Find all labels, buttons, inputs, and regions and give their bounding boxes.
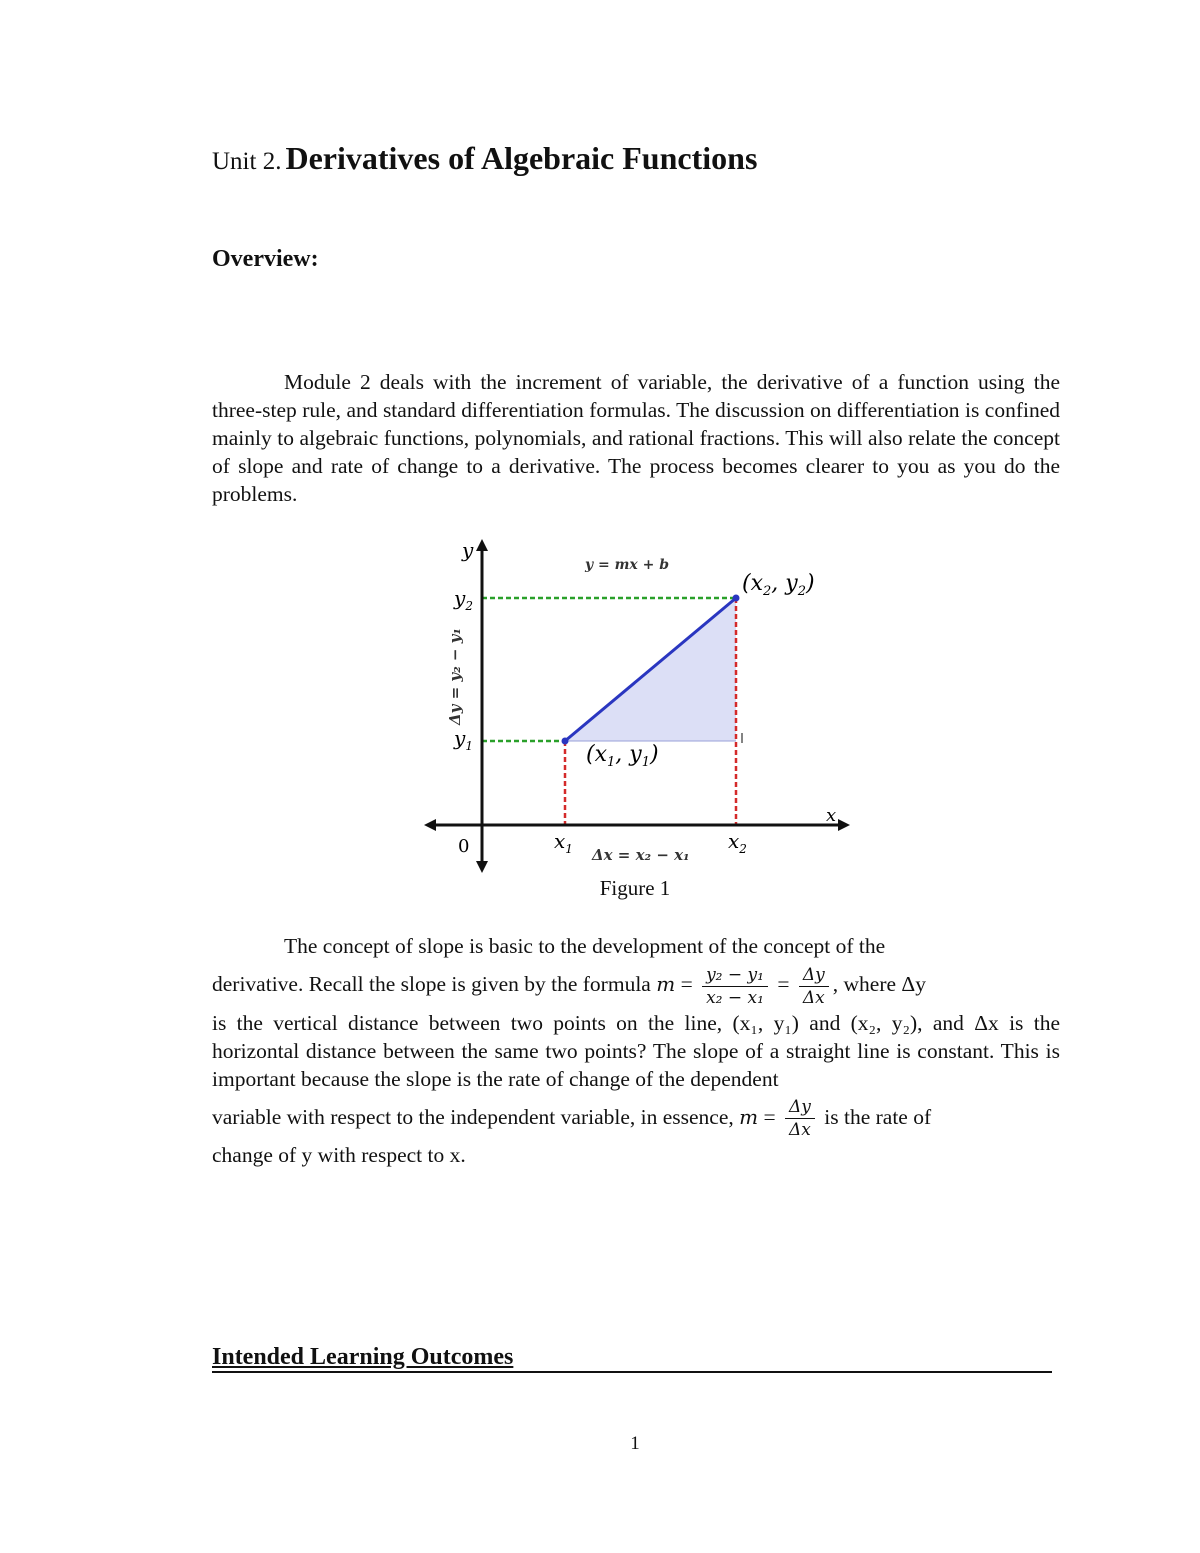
delta-fraction xyxy=(799,964,829,1009)
outcomes-heading: Intended Learning Outcomes xyxy=(212,1344,514,1370)
point-2 xyxy=(733,595,740,602)
tick-x2-label: $x_2$ xyxy=(728,829,747,856)
slope-symbol: m xyxy=(656,972,676,996)
point-1 xyxy=(562,738,569,745)
tick-y1-label: $y_1$ xyxy=(454,726,473,753)
unit-number: Unit 2. xyxy=(212,148,282,175)
slope-fraction xyxy=(702,964,768,1009)
fraction-numerator: Δy xyxy=(799,964,829,987)
fraction-denominator: Δx xyxy=(802,987,825,1008)
page-title xyxy=(212,140,757,177)
slope-line-4 xyxy=(212,1093,1060,1142)
slope-text: is the rate of xyxy=(818,1104,932,1129)
page-number: 1 xyxy=(630,1433,640,1454)
figure-caption: Figure 1 xyxy=(599,876,671,900)
origin-label: 0 xyxy=(458,836,470,857)
point-1-label: ($x_1$, $y_1$) xyxy=(586,742,659,770)
slope-line-2 xyxy=(212,960,1060,1009)
slope-text: , where Δy xyxy=(832,972,926,996)
y-axis-arrow-up xyxy=(476,539,488,551)
fraction-numerator: Δy xyxy=(785,1096,815,1119)
fraction-numerator: y₂ − y₁ xyxy=(702,964,768,987)
slope-section xyxy=(212,932,1060,1169)
slope-text: variable with respect to the independent variable, in essence, xyxy=(212,1104,740,1129)
unit-title: Derivatives of Algebraic Functions xyxy=(285,140,758,176)
y-axis-arrow-down xyxy=(476,861,488,873)
delta-y-label: Δy = y₂ − y₁ xyxy=(446,628,464,725)
overview-heading: Overview: xyxy=(212,246,319,272)
equals-sign: = xyxy=(675,972,699,996)
rate-fraction xyxy=(785,1096,815,1141)
slope-text: derivative. Recall the slope is given by the formula xyxy=(212,972,657,996)
y-axis-label: y xyxy=(462,538,474,562)
delta-x-label: Δx = x₂ − x₁ xyxy=(592,846,690,864)
slope-line-1: The concept of slope is basic to the development of the concept of the xyxy=(284,934,886,958)
fraction-denominator: x₂ − x₁ xyxy=(706,987,764,1008)
slope-line-5: change of y with respect to x. xyxy=(212,1143,466,1168)
equals-sign: = xyxy=(771,972,795,996)
x-axis-arrow-left xyxy=(424,819,436,831)
slope-symbol: m xyxy=(739,1104,759,1129)
equals-sign: = xyxy=(758,1104,781,1129)
overview-paragraph: Module 2 deals with the increment of variable, the derivative of a function using the three-step rule, and standard differentiation formulas. The discussion on differentiation is confined mainly to algebraic functions, polynomials, and rational fractions. This will also relate the concept of slope and rate of change to a derivative. The process becomes clearer to you as you do the problems. xyxy=(212,370,1060,506)
fraction-denominator: Δx xyxy=(789,1120,811,1141)
point-2-label: ($x_2$, $y_2$) xyxy=(742,571,815,599)
tick-y2-label: $y_2$ xyxy=(454,586,473,613)
x-axis-label: x xyxy=(826,805,837,826)
overview-section xyxy=(212,368,1060,508)
outcomes-rule xyxy=(212,1371,1052,1373)
slope-line-3: is the vertical distance between two points on the line, (x₁, y₁) and (x₂, y₂), and Δx is the horizontal distance between the same two points? The slope of a straight line is constant. This is important because the slope is the rate of change of the dependent xyxy=(212,1010,1060,1091)
slope-figure xyxy=(420,535,860,875)
line-equation: y = mx + b xyxy=(585,557,670,573)
x-axis-arrow-right xyxy=(838,819,850,831)
tick-x1-label: $x_1$ xyxy=(554,829,573,856)
